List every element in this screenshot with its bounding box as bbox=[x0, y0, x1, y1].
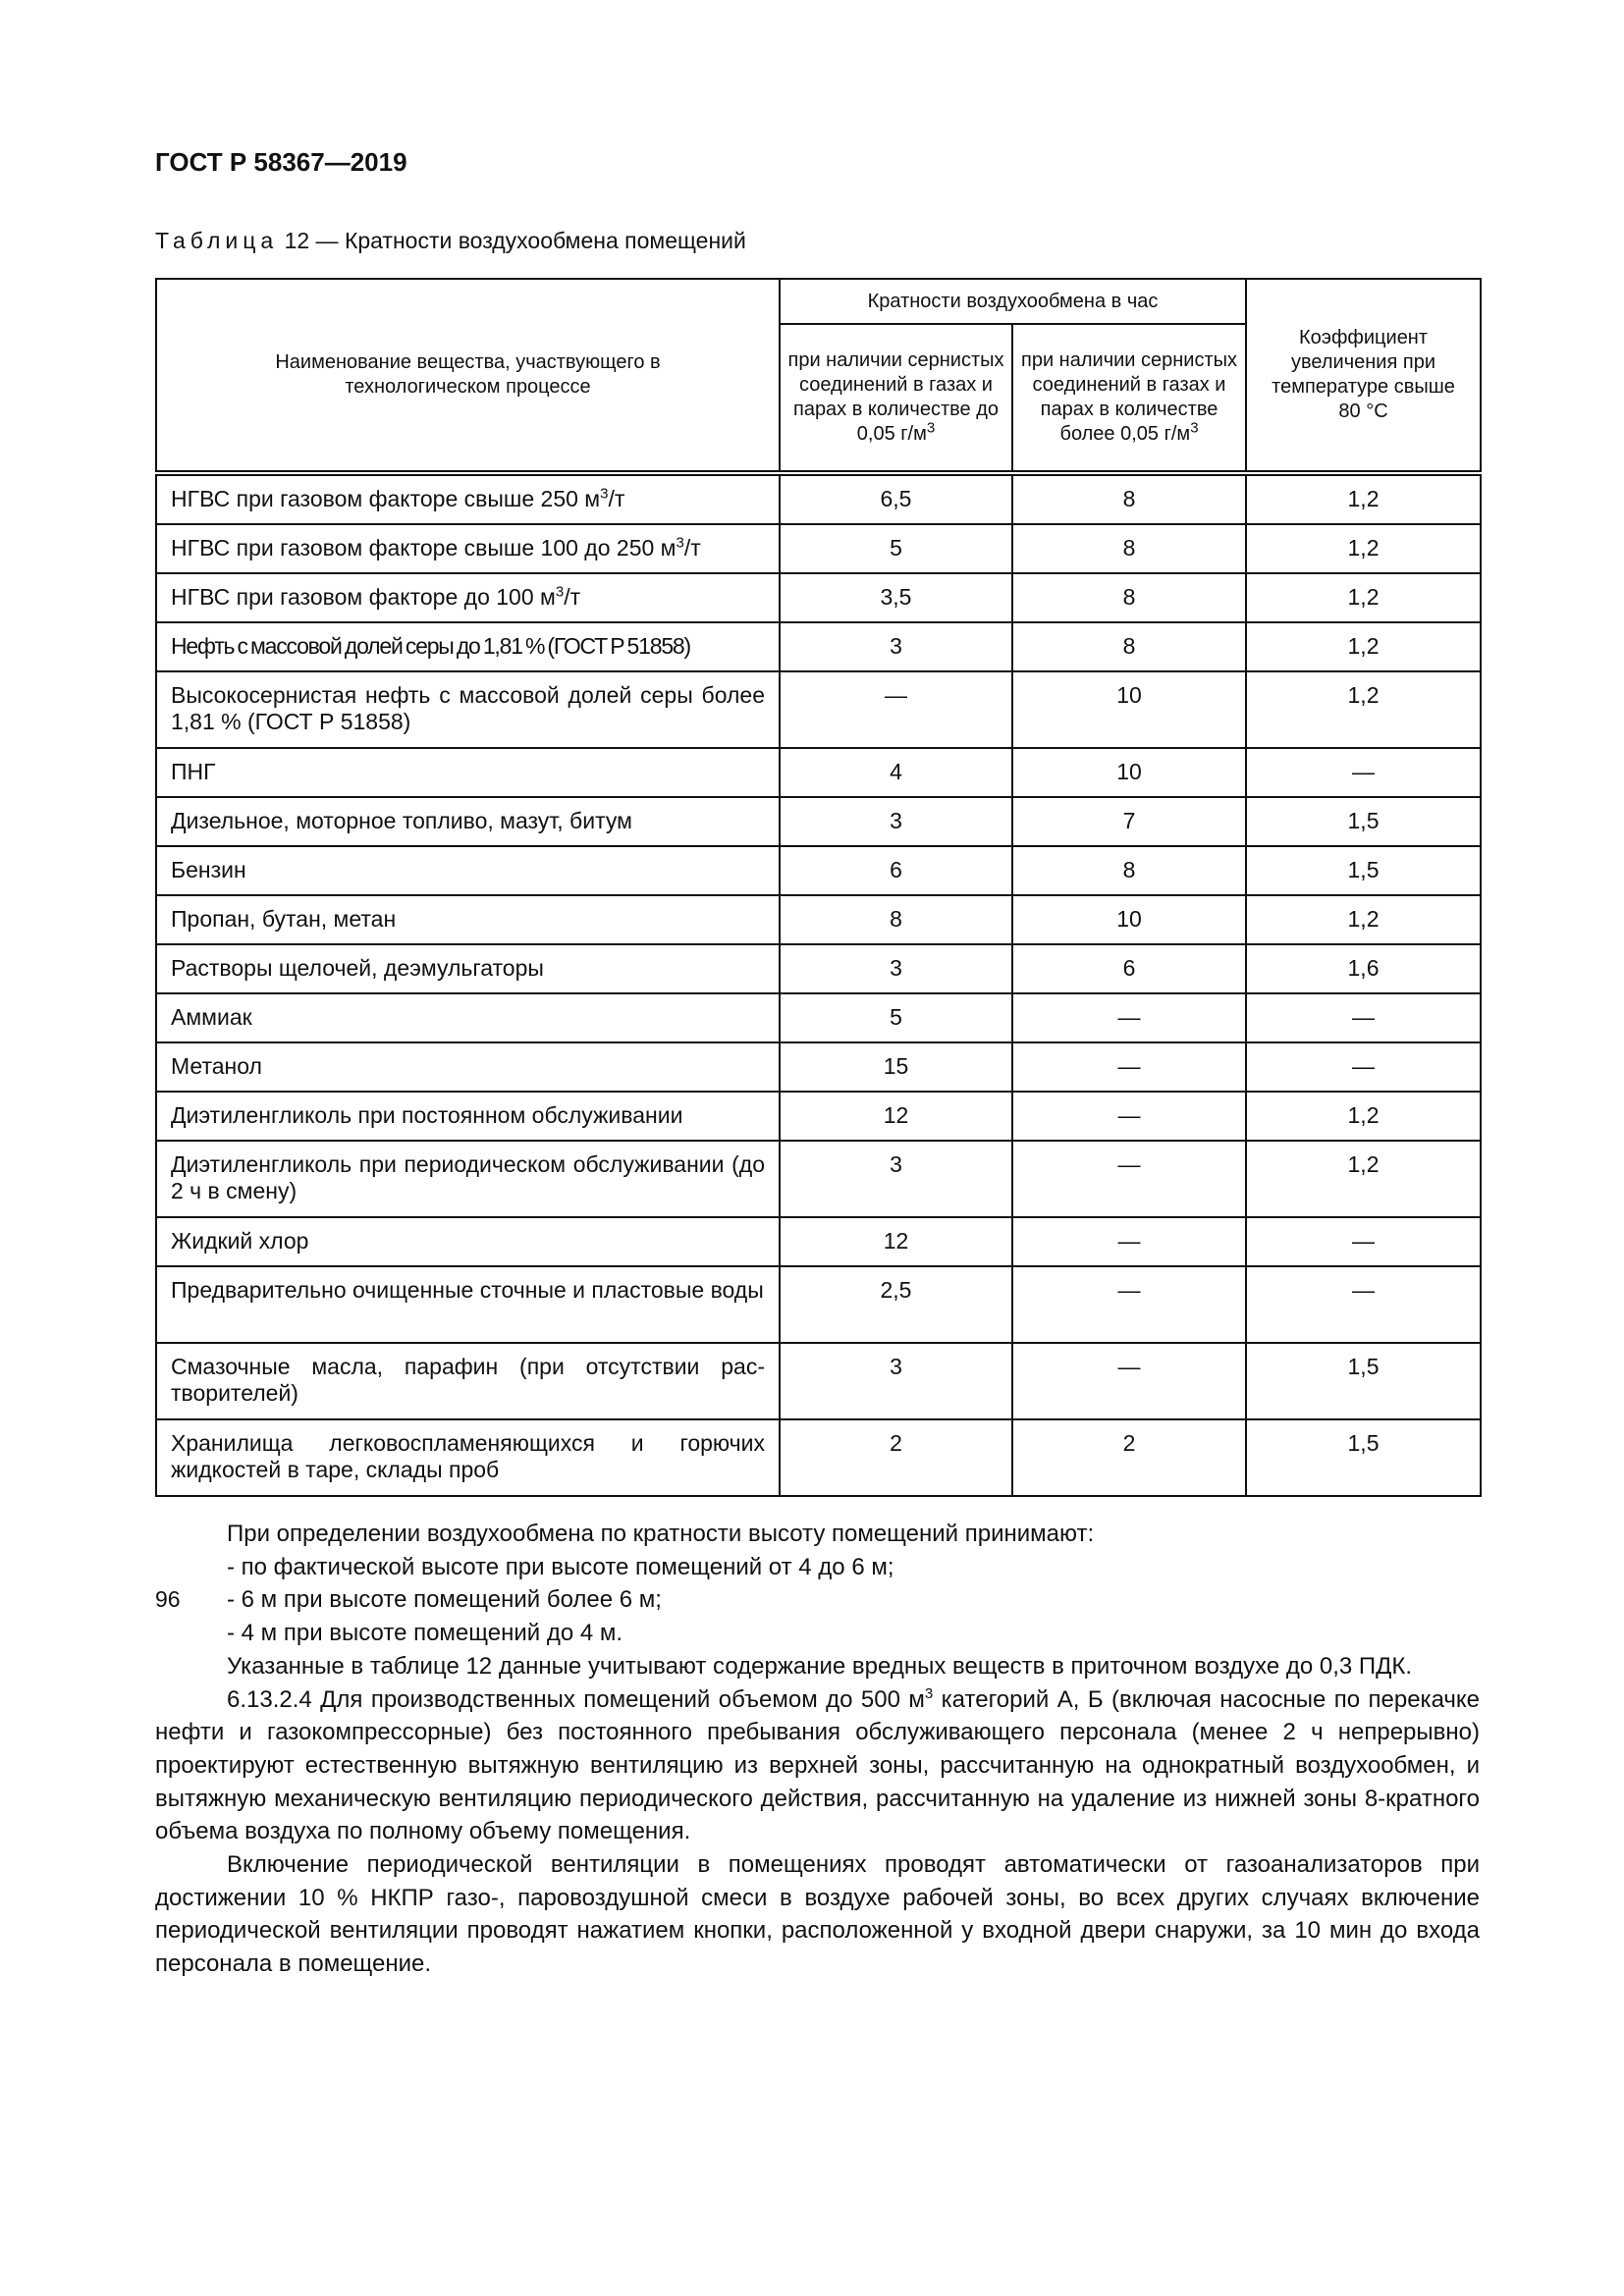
table-row bbox=[156, 1042, 1481, 1092]
substance-text: Диэтиленгликоль при постоянном обслуживании bbox=[171, 1102, 683, 1128]
rate-high-sulfur: — bbox=[1012, 1092, 1246, 1141]
rate-low-sulfur: 5 bbox=[780, 524, 1012, 573]
rate-low-sulfur: 15 bbox=[780, 1042, 1012, 1092]
table-row bbox=[156, 473, 1481, 524]
substance-text: Диэтиленгликоль при периодическом обслуживании (до 2 ч в смену) bbox=[171, 1151, 765, 1203]
rate-high-sulfur: 7 bbox=[1012, 797, 1246, 846]
substance-name bbox=[156, 797, 780, 846]
temperature-coefficient: — bbox=[1246, 748, 1481, 797]
table-row bbox=[156, 1217, 1481, 1266]
rate-low-sulfur: 3 bbox=[780, 1141, 1012, 1217]
superscript: 3 bbox=[924, 1684, 934, 1702]
table-row bbox=[156, 748, 1481, 797]
superscript: 3 bbox=[676, 534, 684, 552]
rate-low-sulfur: — bbox=[780, 671, 1012, 748]
table-body bbox=[156, 473, 1481, 1496]
paragraph-text: 6.13.2.4 Для производственных помещений объемом до 500 м bbox=[227, 1685, 925, 1713]
substance-text: ПНГ bbox=[171, 759, 216, 784]
substance-name bbox=[156, 1343, 780, 1419]
list-item: - 4 м при высоте помещений до 4 м. bbox=[227, 1620, 623, 1647]
substance-text: НГВС при газовом факторе до 100 м bbox=[171, 584, 556, 610]
temperature-coefficient: — bbox=[1246, 993, 1481, 1042]
paragraph-height-intro: При определении воздухообмена по кратности высоту помещений принимают: bbox=[227, 1521, 1095, 1547]
rate-high-sulfur: 10 bbox=[1012, 748, 1246, 797]
substance-text: Аммиак bbox=[171, 1004, 252, 1030]
substance-text: Метанол bbox=[171, 1053, 262, 1079]
header-high-sulfur-text: при наличии сернистых соединений в газах и парах в количестве более 0,05 г/м bbox=[1021, 349, 1238, 445]
temperature-coefficient: — bbox=[1246, 1217, 1481, 1266]
substance-name bbox=[156, 1141, 780, 1217]
substance-text: Растворы щелочей, деэмульгаторы bbox=[171, 955, 544, 981]
temperature-coefficient: 1,2 bbox=[1246, 524, 1481, 573]
rate-low-sulfur: 6 bbox=[780, 846, 1012, 895]
substance-name bbox=[156, 622, 780, 671]
table-row bbox=[156, 846, 1481, 895]
rate-high-sulfur: — bbox=[1012, 1042, 1246, 1092]
rate-high-sulfur: — bbox=[1012, 1266, 1246, 1343]
substance-name bbox=[156, 671, 780, 748]
header-low-sulfur-text: при наличии сернистых соединений в газах и парах в количестве до 0,05 г/м bbox=[787, 349, 1004, 445]
header-rate-group: Кратности воздухообмена в час bbox=[780, 279, 1246, 324]
substance-name bbox=[156, 993, 780, 1042]
substance-text: Высокосернистая нефть с массовой долей серы более 1,81 % (ГОСТ Р 51858) bbox=[171, 682, 765, 734]
rate-high-sulfur: 2 bbox=[1012, 1419, 1246, 1496]
temperature-coefficient: 1,5 bbox=[1246, 846, 1481, 895]
unit-suffix: /т bbox=[683, 535, 701, 561]
document-id: ГОСТ Р 58367—2019 bbox=[155, 147, 407, 177]
rate-low-sulfur: 3 bbox=[780, 797, 1012, 846]
temperature-coefficient: 1,5 bbox=[1246, 797, 1481, 846]
substance-text: Нефть с массовой долей серы до 1,81 % (ГОСТ Р 51858) bbox=[171, 633, 690, 659]
table-caption bbox=[155, 228, 746, 254]
temperature-coefficient: 1,5 bbox=[1246, 1343, 1481, 1419]
rate-low-sulfur: 12 bbox=[780, 1217, 1012, 1266]
table-row bbox=[156, 1141, 1481, 1217]
rate-low-sulfur: 8 bbox=[780, 895, 1012, 944]
rate-low-sulfur: 12 bbox=[780, 1092, 1012, 1141]
air-exchange-table bbox=[155, 278, 1482, 1497]
table-row bbox=[156, 1266, 1481, 1343]
temperature-coefficient: 1,6 bbox=[1246, 944, 1481, 993]
rate-low-sulfur: 2 bbox=[780, 1419, 1012, 1496]
rate-high-sulfur: 8 bbox=[1012, 473, 1246, 524]
substance-text: НГВС при газовом факторе свыше 100 до 250 м bbox=[171, 535, 677, 561]
rate-high-sulfur: 8 bbox=[1012, 622, 1246, 671]
rate-low-sulfur: 3,5 bbox=[780, 573, 1012, 622]
table-row bbox=[156, 524, 1481, 573]
rate-low-sulfur: 3 bbox=[780, 622, 1012, 671]
header-coefficient: Коэффициент увеличения при температуре свыше 80 °C bbox=[1246, 279, 1481, 473]
rate-low-sulfur: 6,5 bbox=[780, 473, 1012, 524]
rate-high-sulfur: 10 bbox=[1012, 671, 1246, 748]
temperature-coefficient: 1,2 bbox=[1246, 1092, 1481, 1141]
temperature-coefficient: 1,2 bbox=[1246, 671, 1481, 748]
temperature-coefficient: — bbox=[1246, 1042, 1481, 1092]
substance-text: Дизельное, моторное топливо, мазут, битум bbox=[171, 808, 632, 833]
substance-name bbox=[156, 1217, 780, 1266]
substance-name bbox=[156, 895, 780, 944]
substance-name bbox=[156, 846, 780, 895]
rate-high-sulfur: — bbox=[1012, 1141, 1246, 1217]
rate-low-sulfur: 5 bbox=[780, 993, 1012, 1042]
table-row bbox=[156, 671, 1481, 748]
substance-text: НГВС при газовом факторе свыше 250 м bbox=[171, 486, 601, 511]
list-item: - по фактической высоте при высоте помещений от 4 до 6 м; bbox=[227, 1553, 894, 1580]
header-substance: Наименование вещества, участвующего в технологическом процессе bbox=[156, 279, 780, 473]
rate-high-sulfur: — bbox=[1012, 1343, 1246, 1419]
temperature-coefficient: 1,2 bbox=[1246, 895, 1481, 944]
body-text bbox=[155, 1518, 1480, 1981]
table-row bbox=[156, 993, 1481, 1042]
substance-text: Смазочные масла, парафин (при отсутствии растворителей) bbox=[171, 1354, 765, 1406]
rate-high-sulfur: 8 bbox=[1012, 573, 1246, 622]
table-row bbox=[156, 1092, 1481, 1141]
rate-low-sulfur: 3 bbox=[780, 1343, 1012, 1419]
paragraph-pdk-note: Указанные в таблице 12 данные учитывают содержание вредных веществ в приточном воздухе до 0,3 ПДК. bbox=[227, 1652, 1413, 1680]
list-item: - 6 м при высоте помещений более 6 м; bbox=[227, 1586, 662, 1614]
superscript: 3 bbox=[926, 419, 936, 437]
temperature-coefficient: 1,2 bbox=[1246, 473, 1481, 524]
substance-name bbox=[156, 944, 780, 993]
table-row bbox=[156, 1419, 1481, 1496]
rate-high-sulfur: 8 bbox=[1012, 524, 1246, 573]
rate-low-sulfur: 4 bbox=[780, 748, 1012, 797]
superscript: 3 bbox=[555, 583, 565, 601]
table-row bbox=[156, 622, 1481, 671]
substance-name bbox=[156, 524, 780, 573]
rate-high-sulfur: 10 bbox=[1012, 895, 1246, 944]
rate-high-sulfur: — bbox=[1012, 1217, 1246, 1266]
caption-title: 12 — Кратности воздухообмена помещений bbox=[278, 228, 746, 253]
table-row bbox=[156, 797, 1481, 846]
table-row bbox=[156, 895, 1481, 944]
substance-name bbox=[156, 1266, 780, 1343]
superscript: 3 bbox=[1190, 419, 1199, 437]
substance-name bbox=[156, 1419, 780, 1496]
paragraph-periodic-ventilation: Включение периодической вентиляции в помещениях проводят автоматически от газоанализаторов при достижении 10 % НКПР газо-, паровоздушной смеси в воздухе рабочей зоны, во всех других случаях включение периодической вентиляции проводят нажатием кнопки, расположенной у входной двери снаружи, за 10 мин до входа персонала в помещение. bbox=[155, 1851, 1480, 1978]
rate-low-sulfur: 3 bbox=[780, 944, 1012, 993]
substance-name bbox=[156, 748, 780, 797]
unit-suffix: /т bbox=[608, 486, 625, 511]
temperature-coefficient: 1,2 bbox=[1246, 1141, 1481, 1217]
temperature-coefficient: — bbox=[1246, 1266, 1481, 1343]
header-low-sulfur bbox=[780, 324, 1012, 473]
substance-text: Хранилища легковоспламеняющихся и горючих жидкостей в таре, склады проб bbox=[171, 1430, 765, 1482]
page-number: 96 bbox=[155, 1586, 181, 1612]
substance-text: Пропан, бутан, метан bbox=[171, 906, 397, 932]
table-row bbox=[156, 1343, 1481, 1419]
temperature-coefficient: 1,5 bbox=[1246, 1419, 1481, 1496]
rate-low-sulfur: 2,5 bbox=[780, 1266, 1012, 1343]
header-high-sulfur bbox=[1012, 324, 1246, 473]
rate-high-sulfur: — bbox=[1012, 993, 1246, 1042]
substance-name bbox=[156, 573, 780, 622]
substance-name bbox=[156, 1042, 780, 1092]
substance-text: Предварительно очищенные сточные и пластовые воды bbox=[171, 1277, 764, 1303]
temperature-coefficient: 1,2 bbox=[1246, 622, 1481, 671]
paragraph-text: категорий А, Б (включая насосные по перекачке нефти и газокомпрессорные) без постоянного пребывания обслуживающего персонала (менее 2 ч непрерывно) проектируют естественную вытяжную вентиляцию из верхней зоны, рассчитанную на однократный воздухообмен, и вытяжную механическую вентиляцию периодического действия, рассчитанную на удаление из нижней зоны 8-кратного объема воздуха по полному объему помещения. bbox=[155, 1685, 1481, 1845]
temperature-coefficient: 1,2 bbox=[1246, 573, 1481, 622]
substance-text: Жидкий хлор bbox=[171, 1228, 309, 1254]
table-row bbox=[156, 944, 1481, 993]
caption-prefix: Таблица bbox=[155, 228, 279, 253]
substance-name bbox=[156, 473, 780, 524]
rate-high-sulfur: 6 bbox=[1012, 944, 1246, 993]
paragraph-6-13-2-4 bbox=[155, 1683, 1480, 1849]
rate-high-sulfur: 8 bbox=[1012, 846, 1246, 895]
table-row bbox=[156, 573, 1481, 622]
substance-name bbox=[156, 1092, 780, 1141]
superscript: 3 bbox=[600, 485, 609, 503]
substance-text: Бензин bbox=[171, 857, 246, 882]
unit-suffix: /т bbox=[564, 584, 581, 610]
